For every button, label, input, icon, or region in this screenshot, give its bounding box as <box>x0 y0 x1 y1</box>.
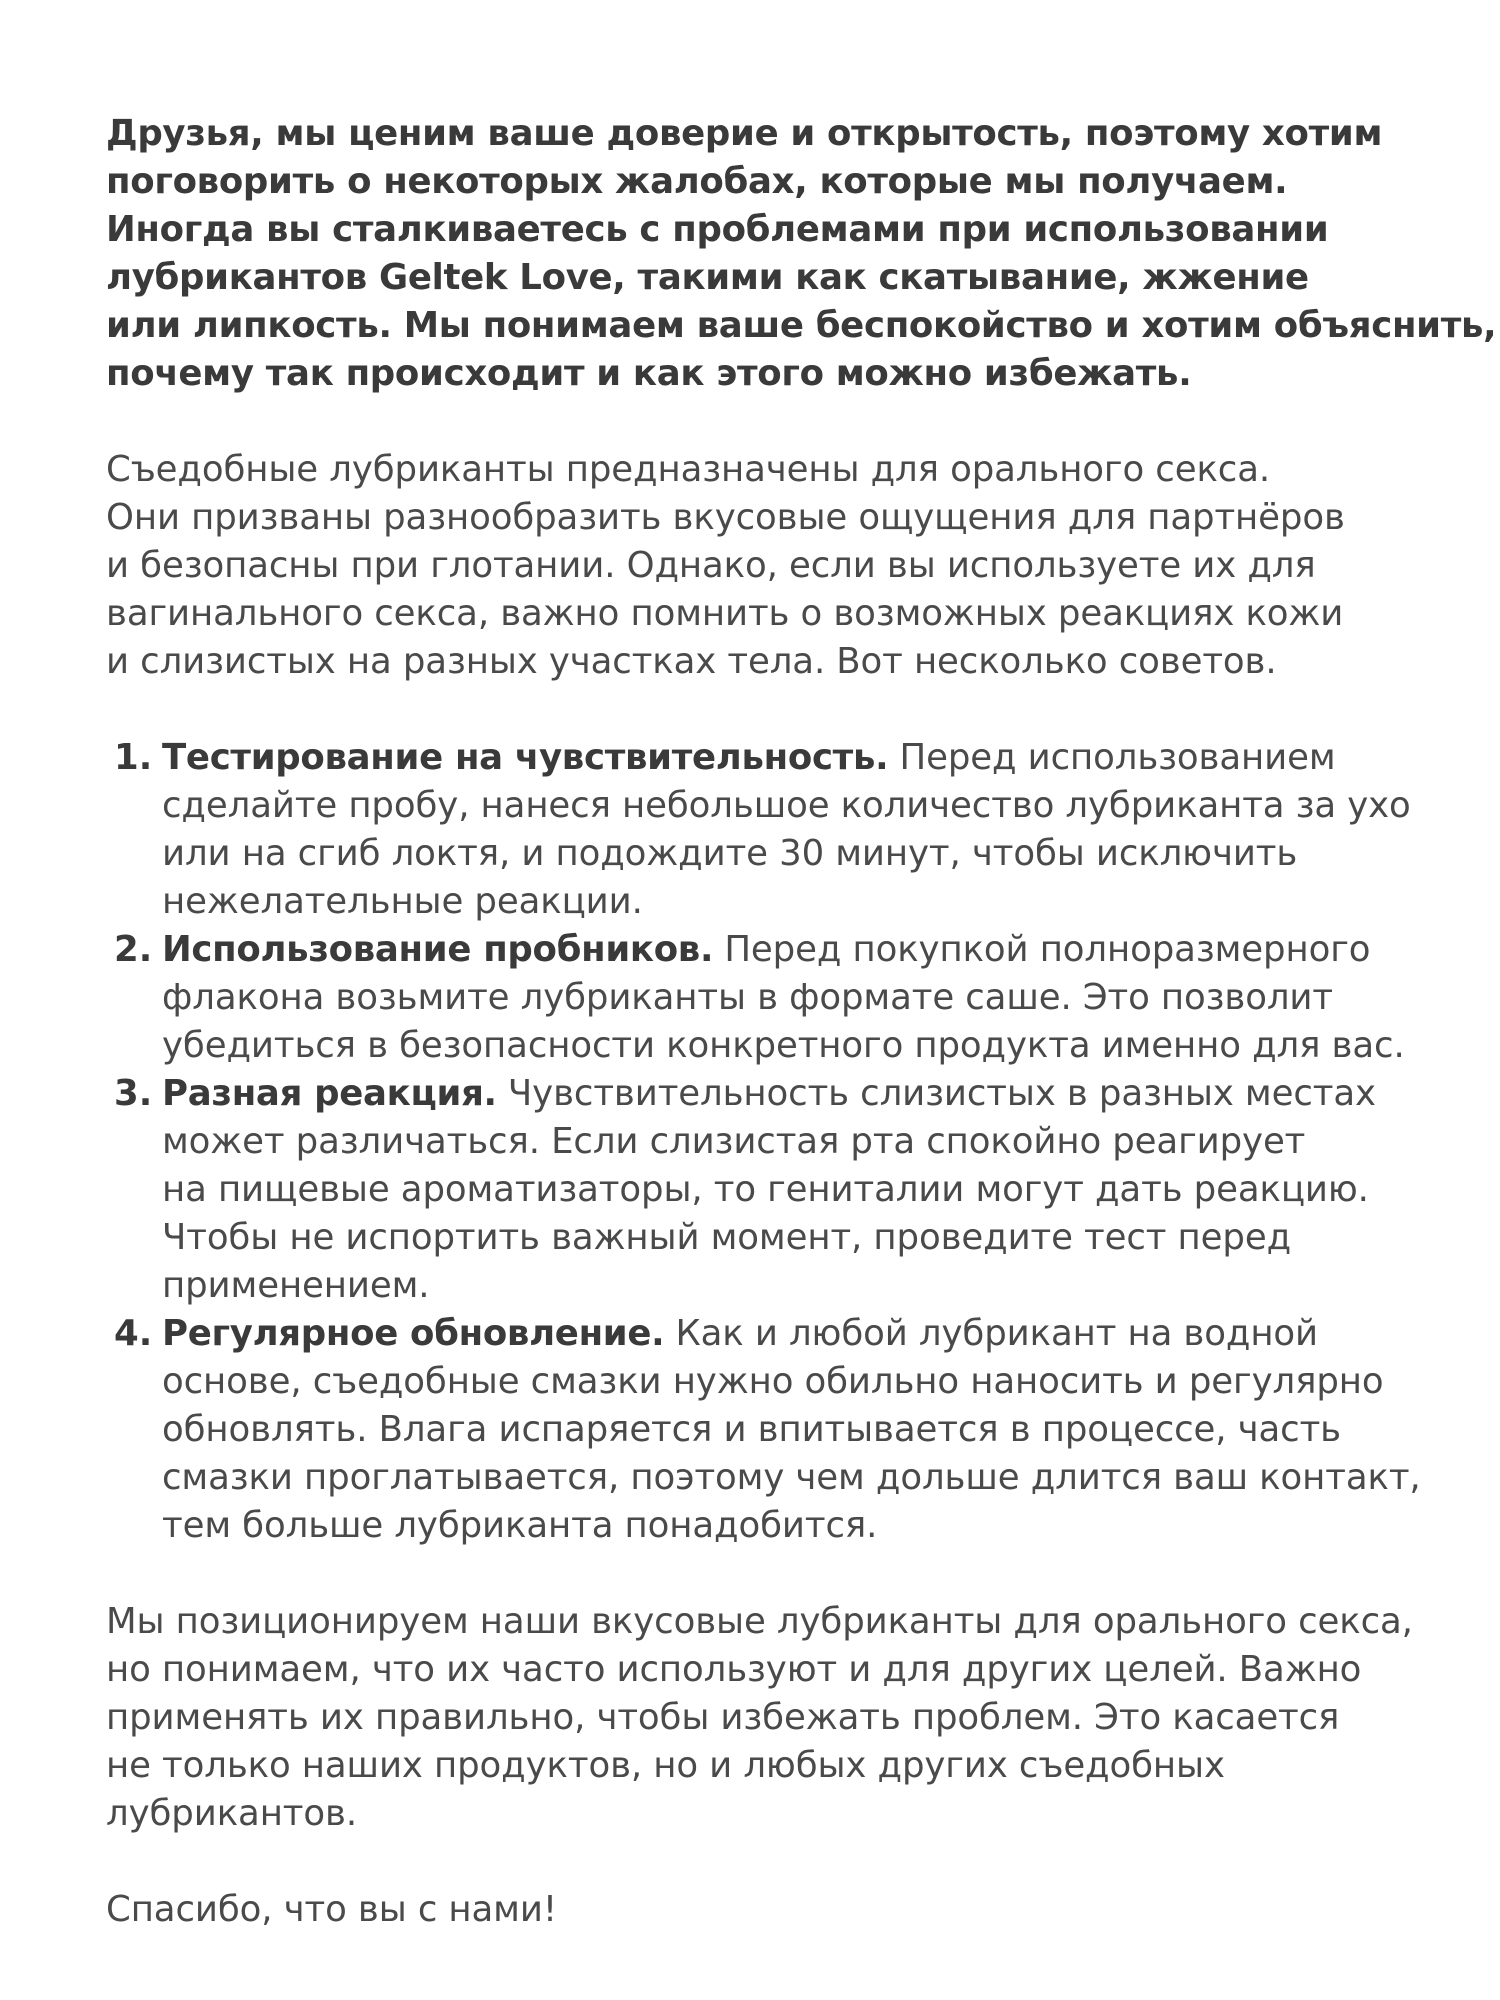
intro-line: почему так происходит и как этого можно избежать. <box>106 353 1192 394</box>
tip-number: 3. <box>114 1073 153 1114</box>
intro-paragraph <box>106 110 1497 398</box>
tip-line: на пищевые ароматизаторы, то гениталии могут дать реакцию. <box>162 1169 1369 1210</box>
tip-line: смазки проглатывается, поэтому чем дольше длится ваш контакт, <box>162 1457 1421 1498</box>
tip-line: нежелательные реакции. <box>162 881 643 922</box>
paragraph-line: вагинального секса, важно помнить о возможных реакциях кожи <box>106 593 1344 634</box>
intro-line: Иногда вы сталкиваетесь с проблемами при использовании <box>106 209 1329 250</box>
tip-text: Перед использованием <box>888 737 1336 778</box>
tip-line: флакона возьмите лубриканты в формате саше. Это позволит <box>162 977 1333 1018</box>
positioning-paragraph <box>106 1598 1446 1838</box>
tip-number: 2. <box>114 929 153 970</box>
tip-line: сделайте пробу, нанеся небольшое количество лубриканта за ухо <box>162 785 1411 826</box>
tip-item <box>106 1310 1446 1550</box>
paragraph-line: Съедобные лубриканты предназначены для орального секса. <box>106 449 1271 490</box>
tip-line: Чтобы не испортить важный момент, проведите тест перед <box>162 1217 1292 1258</box>
paragraph-line: и безопасны при глотании. Однако, если вы используете их для <box>106 545 1316 586</box>
tip-item <box>106 1070 1446 1310</box>
paragraph-line: не только наших продуктов, но и любых других съедобных <box>106 1745 1225 1786</box>
edible-lubricants-paragraph <box>106 446 1446 686</box>
tip-item <box>106 926 1446 1070</box>
paragraph-line: применять их правильно, чтобы избежать проблем. Это касается <box>106 1697 1340 1738</box>
tip-item <box>106 734 1446 926</box>
tip-line: применением. <box>162 1265 430 1306</box>
tip-title: Тестирование на чувствительность. <box>162 737 889 778</box>
tip-number: 4. <box>114 1313 153 1354</box>
intro-line: Друзья, мы ценим ваше доверие и открытость, поэтому хотим <box>106 113 1383 154</box>
tip-line: убедиться в безопасности конкретного продукта именно для вас. <box>162 1025 1405 1066</box>
tip-title: Регулярное обновление. <box>162 1313 665 1354</box>
tip-title: Разная реакция. <box>162 1073 497 1114</box>
intro-line: или липкость. Мы понимаем ваше беспокойство и хотим объяснить, <box>106 305 1497 346</box>
paragraph-line: и слизистых на разных участках тела. Вот несколько советов. <box>106 641 1277 682</box>
closing-line: Спасибо, что вы с нами! <box>106 1889 557 1930</box>
tip-text: Чувствительность слизистых в разных местах <box>496 1073 1376 1114</box>
intro-line: поговорить о некоторых жалобах, которые мы получаем. <box>106 161 1288 202</box>
tip-line: основе, съедобные смазки нужно обильно наносить и регулярно <box>162 1361 1384 1402</box>
tip-number: 1. <box>114 737 153 778</box>
paragraph-line: но понимаем, что их часто используют и для других целей. Важно <box>106 1649 1362 1690</box>
paragraph-line: лубрикантов. <box>106 1793 358 1834</box>
tip-title: Использование пробников. <box>162 929 714 970</box>
intro-line: лубрикантов Geltek Love, такими как скатывание, жжение <box>106 257 1309 298</box>
closing-paragraph <box>106 1886 1446 1934</box>
paragraph-line: Мы позиционируем наши вкусовые лубриканты для орального секса, <box>106 1601 1413 1642</box>
tip-line: обновлять. Влага испаряется и впитывается в процессе, часть <box>162 1409 1341 1450</box>
tip-line: может различаться. Если слизистая рта спокойно реагирует <box>162 1121 1306 1162</box>
tip-text: Как и любой лубрикант на водной <box>664 1313 1319 1354</box>
paragraph-line: Они призваны разнообразить вкусовые ощущения для партнёров <box>106 497 1345 538</box>
document-body <box>106 110 1497 1934</box>
tips-list <box>106 734 1446 1550</box>
tip-text: Перед покупкой полноразмерного <box>713 929 1371 970</box>
tip-line: тем больше лубриканта понадобится. <box>162 1505 878 1546</box>
tip-line: или на сгиб локтя, и подождите 30 минут, чтобы исключить <box>162 833 1298 874</box>
